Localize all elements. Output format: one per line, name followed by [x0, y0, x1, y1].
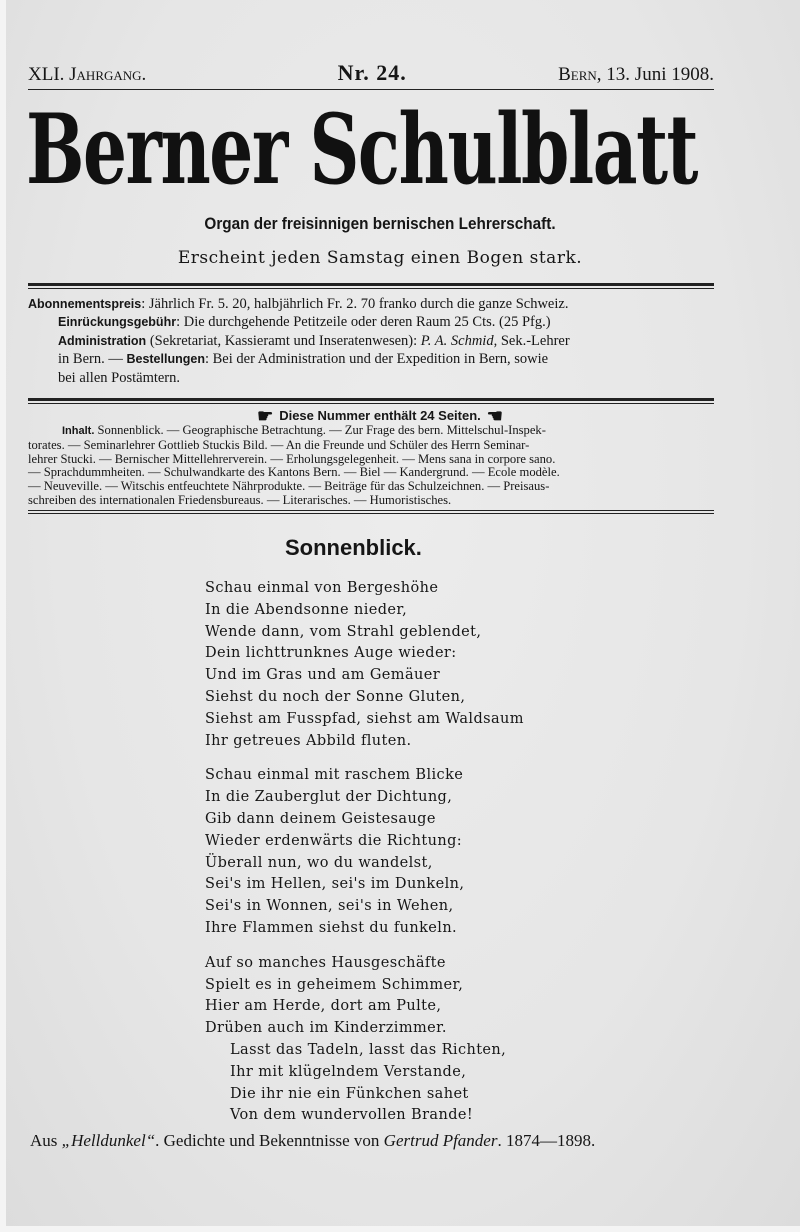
- orders-prefix: in Bern. —: [58, 351, 127, 368]
- poem-stanza-3: [205, 953, 625, 1127]
- subscription-text: : Jährlich Fr. 5. 20, halbjährlich Fr. 2. 70 franko durch die ganze Schweiz.: [141, 296, 569, 312]
- poem-line: Auf so manches Hausgeschäfte: [205, 954, 446, 971]
- masthead-row: [28, 60, 714, 86]
- poem-line: Spielt es in geheimem Schimmer,: [205, 976, 464, 993]
- contents-top-rule: [28, 398, 714, 401]
- contents-bottom-rule: [28, 510, 714, 511]
- poem-line: Schau einmal mit raschem Blicke: [205, 767, 464, 784]
- issue-city: Bern,: [558, 64, 602, 85]
- poem-line: Drüben auch im Kinderzimmer.: [205, 1020, 447, 1037]
- contents-line: — Sprachdummheiten. — Schulwandkarte des Kantons Bern. — Biel — Kandergrund. — Ecole modèle.: [28, 465, 560, 480]
- poem-line: Sei's im Hellen, sei's im Dunkeln,: [205, 876, 465, 893]
- subscription-label: Abonnementspreis: [28, 297, 142, 311]
- poem-line: Wende dann, vom Strahl geblendet,: [205, 623, 482, 640]
- orders-label: Bestellungen: [126, 352, 205, 367]
- poem-line: Siehst am Fusspfad, siehst am Waldsaum: [205, 710, 524, 727]
- poem-line: Schau einmal von Bergeshöhe: [205, 580, 439, 596]
- insertion-line: [28, 313, 718, 331]
- poem-stanza-2: [205, 765, 625, 939]
- poem-line-indented: Die ihr nie ein Fünkchen sahet: [230, 1085, 469, 1102]
- contents-line: — Neuveville. — Witschis entfeuchtete Nährprodukte. — Beiträge für das Schulzeichnen. — Preisaus-: [28, 479, 550, 494]
- poem-title: Sonnenblick.: [285, 535, 422, 560]
- administration-suffix: , Sek.-Lehrer: [493, 332, 570, 349]
- newspaper-title: Berner Schulblatt: [26, 93, 698, 206]
- poem-line: Gib dann deinem Geistesauge: [205, 810, 436, 827]
- source-years: . 1874—1898.: [497, 1131, 596, 1150]
- contents-bottom-rule-2: [28, 513, 714, 514]
- poem-source: Aus „Helldunkel“. Gedichte und Bekenntnisse von Gertrud Pfander. 1874—1898.: [30, 1131, 596, 1150]
- poem-line: Und im Gras und am Gemäuer: [205, 667, 441, 684]
- poem-line-indented: Ihr mit klügelndem Verstande,: [230, 1063, 467, 1080]
- poem-line: In die Zauberglut der Dichtung,: [205, 789, 453, 806]
- insertion-label: Einrückungsgebühr: [58, 315, 177, 330]
- poem-line: Ihre Flammen siehst du funkeln.: [205, 919, 458, 936]
- poem-line: Ihr getreues Abbild fluten.: [205, 732, 412, 749]
- orders-text: : Bei der Administration und der Expedition in Bern, sowie: [204, 351, 549, 368]
- poem-line: Wieder erdenwärts die Richtung:: [205, 832, 463, 849]
- issue-date-text: 13. Juni 1908.: [601, 64, 714, 85]
- poem-line: In die Abendsonne nieder,: [205, 601, 408, 618]
- poem-line: Dein lichttrunknes Auge wieder:: [205, 645, 457, 662]
- poem-line: Hier am Herde, dort am Pulte,: [205, 998, 442, 1015]
- info-top-rule-thin: [28, 288, 714, 289]
- subscription-info: [28, 295, 718, 387]
- newspaper-subtitle: Organ der freisinnigen bernischen Lehrerschaft.: [204, 214, 556, 233]
- subscription-line: [28, 295, 718, 313]
- poem-line-indented: Lasst das Tadeln, lasst das Richten,: [230, 1041, 507, 1058]
- pointing-hand-right-icon: ☛: [257, 406, 274, 426]
- poem-line: Siehst du noch der Sonne Gluten,: [205, 688, 466, 705]
- info-top-rule: [28, 283, 714, 286]
- issue-number: Nr. 24.: [337, 60, 407, 85]
- page-count-text: Diese Nummer enthält 24 Seiten.: [279, 408, 481, 423]
- poem-line: Überall nun, wo du wandelst,: [205, 854, 433, 871]
- volume-label: XLI. Jahrgang.: [28, 64, 147, 85]
- orders-line: [28, 350, 718, 368]
- contents-label: Inhalt.: [62, 425, 95, 437]
- contents-line: torates. — Seminarlehrer Gottlieb Stuckis Bild. — An die Freunde und Schüler des Herrn Seminar-: [28, 437, 530, 452]
- poem-stanza-1: [205, 578, 625, 752]
- masthead-rule: [28, 89, 714, 90]
- contents-line: schreiben des internationalen Friedensbureaus. — Literarisches. — Humoristisches.: [28, 492, 452, 507]
- poem-line: Sei's in Wonnen, sei's in Wehen,: [205, 898, 454, 915]
- administration-text: (Sekretariat, Kassieramt und Inseratenwesen):: [146, 332, 421, 349]
- pointing-hand-left-icon: ☚: [486, 406, 503, 426]
- issue-date: [558, 64, 714, 86]
- page-edge-bottom: [0, 1226, 800, 1232]
- contents-line: Inhalt. Sonnenblick. — Geographische Betrachtung. — Zur Frage des bern. Mittelschul-Inspek-: [28, 424, 718, 439]
- source-book: „Helldunkel“: [61, 1131, 156, 1150]
- orders-line-2: bei allen Postämtern.: [58, 369, 181, 386]
- contents-line: lehrer Stucki. — Bernischer Mittellehrerverein. — Erholungsgelegenheit. — Mens sana in corpore sano.: [28, 451, 556, 466]
- contents-top-rule-thin: [28, 403, 714, 404]
- insertion-text: : Die durchgehende Petitzeile oder deren Raum 25 Cts. (25 Pfg.): [176, 314, 551, 331]
- page-edge-left: [0, 0, 6, 1232]
- administration-label: Administration: [58, 333, 147, 348]
- poem-body: [205, 578, 625, 1140]
- administration-name: P. A. Schmid: [420, 332, 494, 349]
- publication-frequency: Erscheint jeden Samstag einen Bogen stark.: [177, 248, 583, 268]
- table-of-contents: [28, 424, 718, 508]
- source-author: Gertrud Pfander: [383, 1131, 498, 1150]
- poem-line-indented: Von dem wundervollen Brande!: [230, 1107, 474, 1124]
- administration-line: [28, 332, 718, 350]
